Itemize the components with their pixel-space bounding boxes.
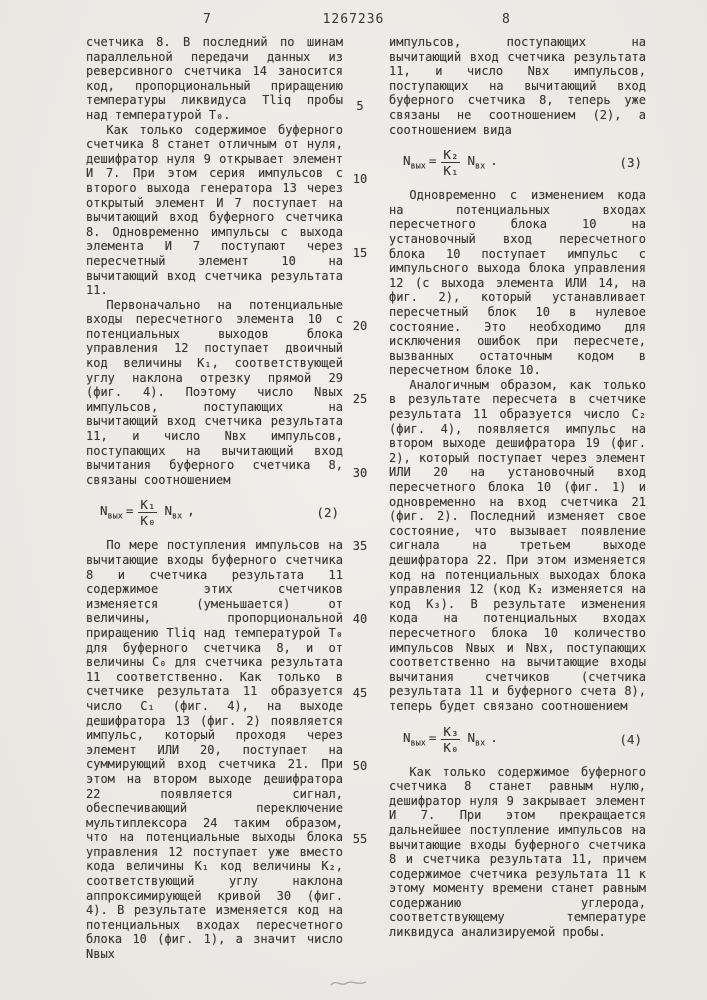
line-number: 35 <box>352 539 368 553</box>
formula-symbol: N <box>403 153 411 169</box>
formula-number: (4) <box>619 731 642 747</box>
formula-fraction <box>441 148 460 177</box>
paragraph: импульсов, поступающих на вычитающий вход счетчика результата 11, и число Nвх импульсов, поступающих на вычитающий вход буферного счетчика 8, теперь уже связаны не соотношением (2), а соотношением вида <box>389 35 646 137</box>
paragraph: По мере поступления импульсов на вычитающие входы буферного счетчика 8 и счетчика результата 11 содержимое этих счетчиков изменяется (уменьшается) от величины, пропорциональной приращению Тliq над температурой Т₀ для буферного счетчика 8, и от величины С₀ для счетчика результата 11 соответственно. Как только в счетчике результата 11 образуется число С₁ (фиг. 4), на выходе дешифратора 13 (фиг. 2) появляется импульс, который проходя через элемент ИЛИ 20, поступает на суммирующий вход счетчика 21. При этом на втором выходе дешифратора 22 появляется сигнал, обеспечивающий переключение мультиплексора 24 таким образом, что на потенциальные выходы блока управления 12 поступает уже вместо кода величины К₁ код величины К₂, соответствующий углу наклона аппроксимирующей кривой 30 (фиг. 4). В результате изменяется код на потенциальных входах пересчетного блока 10 (фиг. 1), а значит число Nвых <box>86 538 343 962</box>
formula-number: (2) <box>316 505 339 521</box>
line-number: 25 <box>352 392 368 406</box>
left-text-column <box>86 35 343 962</box>
formula-subscript: вх <box>172 511 183 522</box>
formula-punctuation: , <box>187 503 195 519</box>
equation-2 <box>100 498 339 527</box>
line-number: 5 <box>356 99 364 113</box>
formula-subscript: вх <box>475 161 486 172</box>
fraction-denominator: К₀ <box>443 739 459 755</box>
fraction-numerator: К₃ <box>443 723 459 739</box>
formula-symbol: N <box>467 729 476 745</box>
line-number: 55 <box>352 832 368 846</box>
formula-rhs <box>164 504 194 521</box>
paragraph: Как только содержимое буферного счетчика 8 станет равным нулю, дешифратор нуля 9 закрывает элемент И 7. При этом прекращается дальнейшее поступление импульсов на вычитающие входы буферного счетчика 8 и счетчика результата 11, причем содержимое счетчика результата 11 к этому моменту времени станет равным содержанию углерода, соответствующему температуре ликвидуса анализируемой пробы. <box>389 764 646 940</box>
fraction-numerator: К₂ <box>443 147 459 163</box>
paragraph: Первоначально на потенциальные входы пересчетного элемента 10 с потенциальных выходов блока управления 12 поступает двоичный код величины К₁, соответствующей углу наклона отрезку прямой 29 (фиг. 4). Поэтому число Nвых импульсов, поступающих на вычитающий вход счетчика результата 11, и число Nвх импульсов, поступающих на вычитающий вход вычитания буферного счетчика 8, связаны соотношением <box>86 297 343 487</box>
line-number: 50 <box>352 759 368 773</box>
paragraph: Одновременно с изменением кода на потенциальных входах пересчетного блока 10 на установочный вход пересчетного блока 10 поступает импульс с импульсного выхода блока управления 12 (с выхода элемента ИЛИ 14, на фиг. 2), который устанавливает пересчетный блок 10 в нулевое состояние. Это необходимо для исключения ошибок при пересчете, вызванных остаточным кодом в пересчетном блоке 10. <box>389 188 646 378</box>
equation-3 <box>403 148 642 177</box>
formula-punctuation: . <box>490 729 498 745</box>
fraction-numerator: К₁ <box>140 497 156 513</box>
formula-symbol: N <box>100 503 108 519</box>
formula-punctuation: . <box>490 153 498 169</box>
formula-symbol: N <box>467 153 476 169</box>
fraction-denominator: К₀ <box>140 513 156 529</box>
formula-symbol: N <box>164 503 173 519</box>
fraction-denominator: К₁ <box>443 163 459 179</box>
page-header <box>0 12 707 30</box>
paragraph: счетчика 8. В последний по шинам параллельной передачи данных из реверсивного счетчика 14 заносится код, пропорциональный приращению температуры ликвидуса Тliq пробы над температурой Т₀. <box>86 35 343 122</box>
equals-sign: = <box>428 153 437 169</box>
formula-lhs <box>100 504 133 521</box>
formula-fraction <box>441 725 460 754</box>
formula-subscript: вых <box>107 511 123 522</box>
line-number: 30 <box>352 466 368 480</box>
formula-rhs <box>467 154 497 171</box>
scan-smudge <box>330 977 368 989</box>
equation-4 <box>403 725 642 754</box>
formula-subscript: вх <box>475 738 486 749</box>
paragraph: Как только содержимое буферного счетчика 8 станет отличным от нуля, дешифратор нуля 9 открывает элемент И 7. При этом серия импульсов с второго выхода генератора 13 через открытый элемент И 7 поступает на вычитающий вход буферного счетчика 8. Одновременно импульсы с выхода элемента И 7 поступают через пересчетный элемент 10 на вычитающий вход счетчика результата 11. <box>86 122 343 298</box>
line-number: 15 <box>352 246 368 260</box>
formula-fraction <box>138 498 157 527</box>
formula-lhs <box>403 731 436 748</box>
paragraph: Аналогичным образом, как только в результате пересчета в счетчике результата 11 образуется число С₂ (фиг. 4), появляется импульс на втором выходе дешифратора 19 (фиг. 2), который поступает через элемент ИЛИ 20 на установочный вход пересчетного блока 10 (фиг. 1) и одновременно на вход счетчика 21 (фиг. 2). Последний изменяет свое состояние, что вызывает появление сигнала на третьем выходе дешифратора 22. При этом изменяется код на потенциальных выходах блока управления 12 (код К₂ изменяется на код К₃). В результате изменения кода на потенциальных входах пересчетного блока 10 количество импульсов Nвых и Nвх, поступающих соответственно на вычитающие входы вычитания счетчиков (счетчика результата 11 и буферного счета 8), теперь будет связано соотношением <box>389 377 646 713</box>
line-number: 20 <box>352 319 368 333</box>
equals-sign: = <box>428 729 437 745</box>
formula-number: (3) <box>619 155 642 171</box>
line-number: 45 <box>352 686 368 700</box>
formula-rhs <box>467 731 497 748</box>
line-number: 10 <box>352 172 368 186</box>
formula-lhs <box>403 154 436 171</box>
formula-symbol: N <box>403 729 411 745</box>
line-number: 40 <box>352 612 368 626</box>
right-text-column <box>389 35 646 940</box>
patent-number: 1267236 <box>322 12 385 27</box>
page-number-right: 8 <box>502 12 510 27</box>
formula-subscript: вых <box>410 738 426 749</box>
formula-subscript: вых <box>410 161 426 172</box>
page-number-left: 7 <box>203 12 211 27</box>
equals-sign: = <box>125 503 134 519</box>
